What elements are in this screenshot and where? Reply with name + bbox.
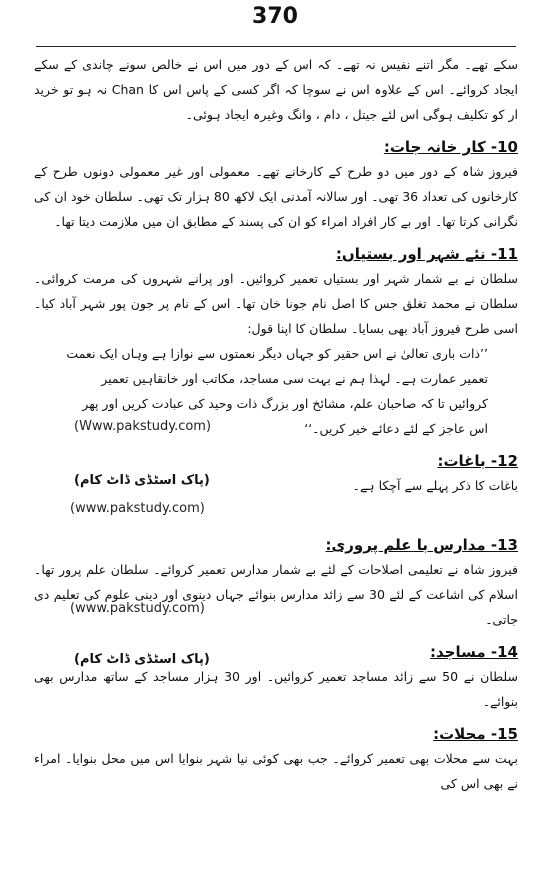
heading-gardens: 12- باغات: bbox=[437, 452, 518, 470]
watermark-urdu: (پاک اسٹڈی ڈاٹ کام) bbox=[74, 473, 210, 488]
watermark-url: (Www.pakstudy.com) bbox=[74, 419, 212, 434]
watermark-url: (www.pakstudy.com) bbox=[70, 501, 205, 516]
watermark-url: (www.pakstudy.com) bbox=[70, 601, 205, 616]
quote-block bbox=[34, 341, 518, 441]
header-rule bbox=[36, 46, 516, 47]
heading-factories: 10- کار خانہ جات: bbox=[383, 138, 518, 156]
madrasas-paragraph: فیروز شاہ نے تعلیمی اصلاحات کے لئے بے شمار مدارس تعمیر کروائے۔ سلطان علم پرور تھا۔ اسلام کی اشاعت کے لئے 30 سے زائد مدارس بنوائے جہاں دینوی اور دینی علوم کی تعلیم دی جاتی۔ bbox=[34, 562, 518, 627]
heading-mosques: 14- مساجد: bbox=[430, 643, 518, 661]
sultan-quote: ’’ذات باری تعالیٰ نے اس حقیر کو جہاں دیگر نعمتوں سے نوازا ہے وہاں ایک نعمت تعمیر عمارت ہے۔ لہذا ہم نے بہت سی مساجد، مکاتب اور خانقاہیں تعمیر کروائیں تا کہ صاحبان علم، مشائخ اور بزرگ ذات وحید کی عبادت کریں اور پھر اس عاجز کے لئے دعائے خیر کریں۔‘‘ bbox=[66, 346, 488, 436]
page-number: 370 bbox=[252, 4, 298, 29]
heading-new-cities: 11- نئے شہر اور بستیاں: bbox=[335, 245, 518, 263]
watermark-urdu: (پاک اسٹڈی ڈاٹ کام) bbox=[74, 652, 210, 667]
mosques-row bbox=[34, 640, 518, 667]
gardens-row bbox=[34, 473, 518, 525]
gardens-paragraph: باغات کا ذکر پہلے سے آچکا ہے۔ bbox=[352, 478, 518, 493]
page-content bbox=[34, 52, 518, 796]
factories-paragraph: فیروز شاہ کے دور میں دو طرح کے کارخانے تھے۔ معمولی اور غیر معمولی دونوں طرح کے کارخانوں کی تعداد 36 تھی۔ اور سالانہ آمدنی ایک لاکھ 80 ہزار تک تھی۔ سلطان خود ان کی نگرانی کرتا تھا۔ اور بے کار افراد امراء کو ان کی پسند کے مطابق ان میں ملازمت دیتا تھا۔ bbox=[34, 164, 518, 229]
heading-madrasas: 13- مدارس با علم پروری: bbox=[325, 536, 518, 554]
heading-palaces: 15- محلات: bbox=[433, 725, 518, 743]
new-cities-paragraph: سلطان نے بے شمار شہر اور بستیاں تعمیر کروائیں۔ اور پرانے شہروں کی مرمت کروائی۔ سلطان نے محمد تغلق جس کا اصل نام جونا خان تھا۔ اس کے نام پر جون پور شہر آباد کیا۔ اسی طرح فیروز آباد بھی بسایا۔ سلطان کا اپنا قول: bbox=[34, 271, 518, 336]
mosques-paragraph: سلطان نے 50 سے زائد مساجد تعمیر کروائیں۔ اور 30 ہزار مساجد کے ساتھ مدارس بھی بنوائے۔ bbox=[34, 669, 518, 709]
intro-paragraph: سکے تھے۔ مگر اتنے نفیس نہ تھے۔ کہ اس کے دور میں اس نے خالص سونے چاندی کے سکے ایجاد کروائے۔ اس کے علاوہ اس نے سوچا کہ اگر کسی کے پاس اس کا Chan نہ ہو تو خرید ار کو تکلیف ہوگی اس لئے جیتل ، دام ، وانگ وغیرہ ایجاد ہوئی۔ bbox=[34, 57, 518, 122]
palaces-paragraph: بہت سے محلات بھی تعمیر کروائے۔ جب بھی کوئی نیا شہر بنوایا اس میں محل بنوایا۔ امراء نے بھی اس کی bbox=[34, 751, 518, 791]
madrasas-row bbox=[34, 557, 518, 632]
